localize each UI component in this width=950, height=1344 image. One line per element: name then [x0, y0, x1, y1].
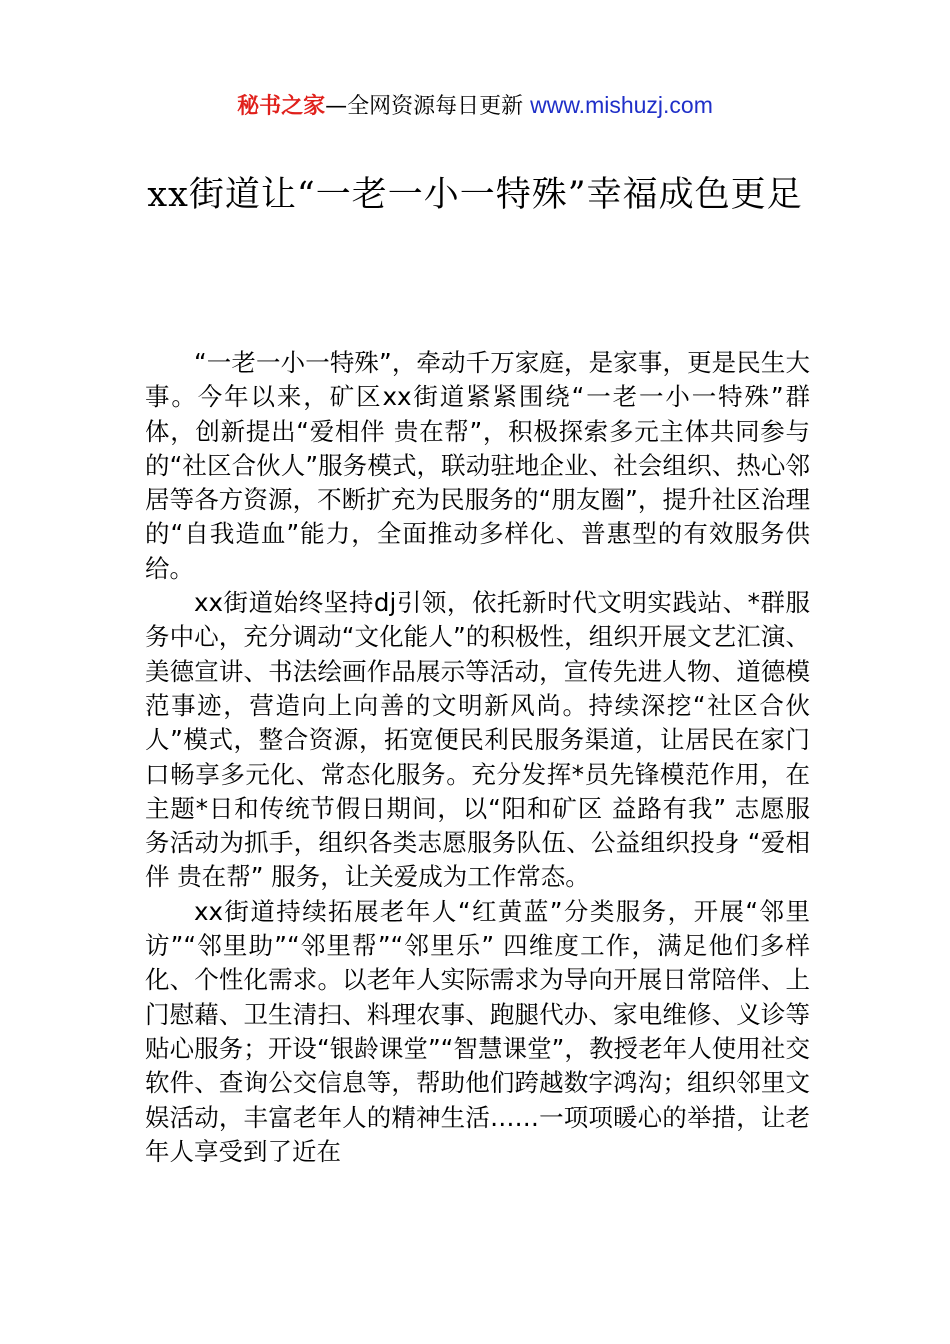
site-tagline: —全网资源每日更新 — [325, 94, 531, 119]
document-title: xx街道让“一老一小一特殊”幸福成色更足 — [147, 175, 803, 215]
paragraph-1: “一老一小一特殊”，牵动千万家庭，是家事，更是民生大事。今年以来，矿区xx街道紧紧围绕“一老一小一特殊”群体，创新提出“爱相伴 贵在帮”，积极探索多元主体共同参与的“社区合伙人”服务模式，联动驻地企业、社会组织、热心邻居等各方资源，不断扩充为民服务的“朋友圈”，提升社区治理的“自我造血”能力，全面推动多样化、普惠型的有效服务供给。 — [145, 348, 810, 583]
site-url-link[interactable]: www.mishuzj.com — [530, 92, 713, 118]
site-header — [0, 88, 950, 124]
site-brand: 秘书之家 — [237, 94, 326, 119]
paragraph-3: xx街道持续拓展老年人“红黄蓝”分类服务，开展“邻里访”“邻里助”“邻里帮”“邻里乐” 四维度工作，满足他们多样化、个性化需求。以老年人实际需求为导向开展日常陪伴、上门慰藉、卫生清扫、料理农事、跑腿代办、家电维修、义诊等贴心服务；开设“银龄课堂”“智慧课堂”，教授老年人使用社交软件、查询公交信息等，帮助他们跨越数字鸿沟；组织邻里文娱活动，丰富老年人的精神生活……一项项暖心的举措，让老年人享受到了近在 — [145, 896, 810, 1166]
paragraph-2: xx街道始终坚持dj引领，依托新时代文明实践站、*群服务中心，充分调动“文化能人”的积极性，组织开展文艺汇演、美德宣讲、书法绘画作品展示等活动，宣传先进人物、道德模范事迹，营造向上向善的文明新风尚。持续深挖“社区合伙人”模式，整合资源，拓宽便民利民服务渠道，让居民在家门口畅享多元化、常态化服务。充分发挥*员先锋模范作用，在主题*日和传统节假日期间，以“阳和矿区 益路有我” 志愿服务活动为抓手，组织各类志愿服务队伍、公益组织投身 “爱相伴 贵在帮” 服务，让关爱成为工作常态。 — [145, 588, 810, 892]
document-body — [145, 346, 810, 1169]
